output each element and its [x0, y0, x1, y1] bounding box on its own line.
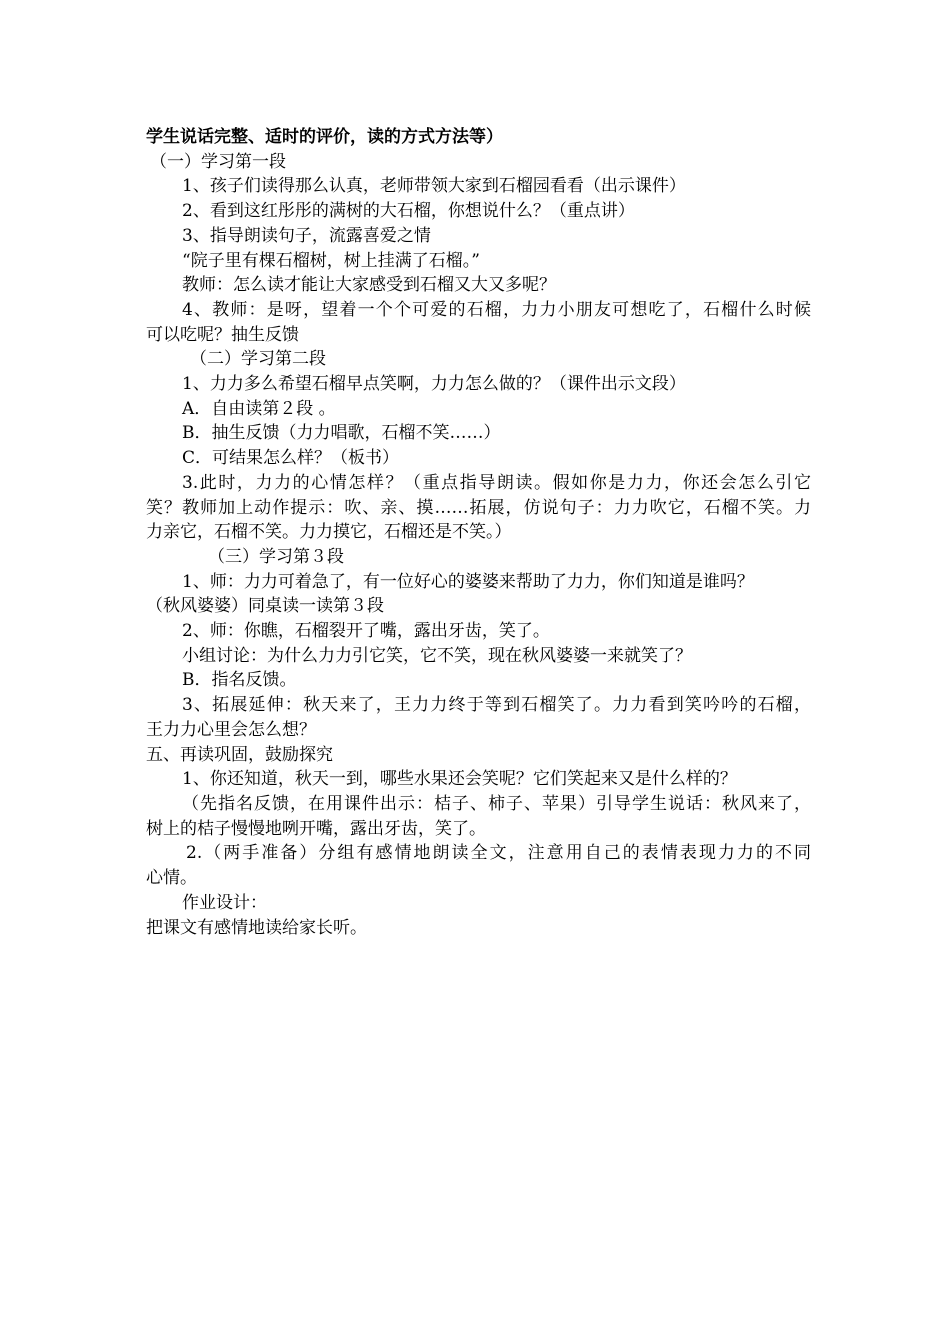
text-line: 3.此时，力力的心情怎样？（重点指导朗读。假如你是力力，你还会怎么引它 [182, 472, 811, 493]
section-heading: （一）学习第一段 [150, 151, 286, 172]
text-line: 学生说话完整、适时的评价，读的方式方法等） [146, 127, 503, 147]
text-line: 教师：怎么读才能让大家感受到石榴又大又多呢？ [182, 275, 556, 296]
text-line: 1、你还知道，秋天一到，哪些水果还会笑呢？它们笑起来又是什么样的？ [182, 769, 737, 790]
text-line: （先指名反馈，在用课件出示：桔子、柿子、苹果）引导学生说话：秋风来了， [182, 793, 811, 814]
text-line: 4、教师：是呀，望着一个个可爱的石榴，力力小朋友可想吃了，石榴什么时候 [182, 299, 811, 320]
text-line: 1、力力多么希望石榴早点笑啊，力力怎么做的？（课件出示文段） [182, 374, 686, 395]
section-heading: 作业设计： [182, 892, 267, 913]
text-line: B．指名反馈。 [182, 670, 297, 691]
text-line: 3、指导朗读句子，流露喜爱之情 [182, 225, 431, 246]
text-line: 2、看到这红彤彤的满树的大石榴，你想说什么？（重点讲） [182, 201, 635, 222]
document-body [146, 125, 811, 940]
text-line: （秋风婆婆）同桌读一读第３段 [146, 596, 384, 617]
text-line: 1、孩子们读得那么认真，老师带领大家到石榴园看看（出示课件） [182, 176, 686, 197]
quote-line: “院子里有棵石榴树，树上挂满了石榴。” [182, 250, 480, 271]
text-line: 小组讨论：为什么力力引它笑，它不笑，现在秋风婆婆一来就笑了？ [182, 645, 692, 666]
text-line: 2.（两手准备）分组有感情地朗读全文，注意用自己的表情表现力力的不同 [186, 843, 811, 864]
text-line: 王力力心里会怎么想？ [146, 719, 316, 740]
text-line: 笑？教师加上动作提示：吹、亲、摸……拓展，仿说句子：力力吹它，石榴不笑。力 [146, 497, 811, 518]
section-heading: （三）学习第３段 [208, 546, 344, 567]
text-line: A．自由读第２段 。 [182, 398, 336, 419]
text-line: 树上的桔子慢慢地咧开嘴，露出牙齿，笑了。 [146, 818, 486, 839]
text-line: 2、师：你瞧，石榴裂开了嘴，露出牙齿，笑了。 [182, 621, 550, 642]
section-heading: （二）学习第二段 [190, 349, 326, 370]
text-line: C．可结果怎么样？（板书） [182, 448, 400, 469]
text-line: 1、师：力力可着急了，有一位好心的婆婆来帮助了力力，你们知道是谁吗？ [182, 571, 754, 592]
section-heading: 五、再读巩固，鼓励探究 [146, 744, 333, 765]
text-line: 3、拓展延伸：秋天来了，王力力终于等到石榴笑了。力力看到笑吟吟的石榴， [182, 695, 811, 716]
text-line: B．抽生反馈（力力唱歌，石榴不笑……） [182, 423, 501, 444]
text-line: 可以吃呢？抽生反馈 [146, 324, 299, 345]
text-line: 把课文有感情地读给家长听。 [146, 917, 367, 938]
text-line: 心情。 [146, 868, 197, 889]
text-line: 力亲它，石榴不笑。力力摸它，石榴还是不笑。） [146, 522, 512, 543]
